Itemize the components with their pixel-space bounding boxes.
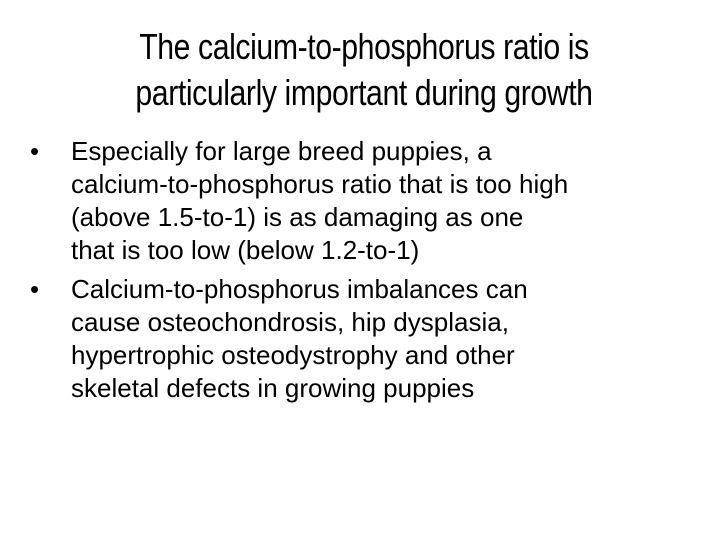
slide-title-line: particularly important during growth [135,72,593,113]
bullet-item [30,135,710,267]
bullet-line: cause osteochondrosis, hip dysplasia, [71,307,509,337]
bullet-line: skeletal defects in growing puppies [71,373,475,403]
bullet-line: that is too low (below 1.2-to-1) [71,235,420,265]
bullet-line: Especially for large breed puppies, a [71,136,492,166]
bullet-item [30,273,710,405]
bullet-icon: • [30,274,40,304]
slide-title [58,24,670,116]
bullet-list [30,135,710,411]
slide-title-line: The calcium-to-phosphorus ratio is [139,26,589,67]
bullet-icon: • [30,136,40,166]
bullet-line: hypertrophic osteodystrophy and other [71,340,515,370]
bullet-line: Calcium-to-phosphorus imbalances can [71,274,528,304]
bullet-line: calcium-to-phosphorus ratio that is too high [71,169,569,199]
bullet-line: (above 1.5-to-1) is as damaging as one [71,202,524,232]
